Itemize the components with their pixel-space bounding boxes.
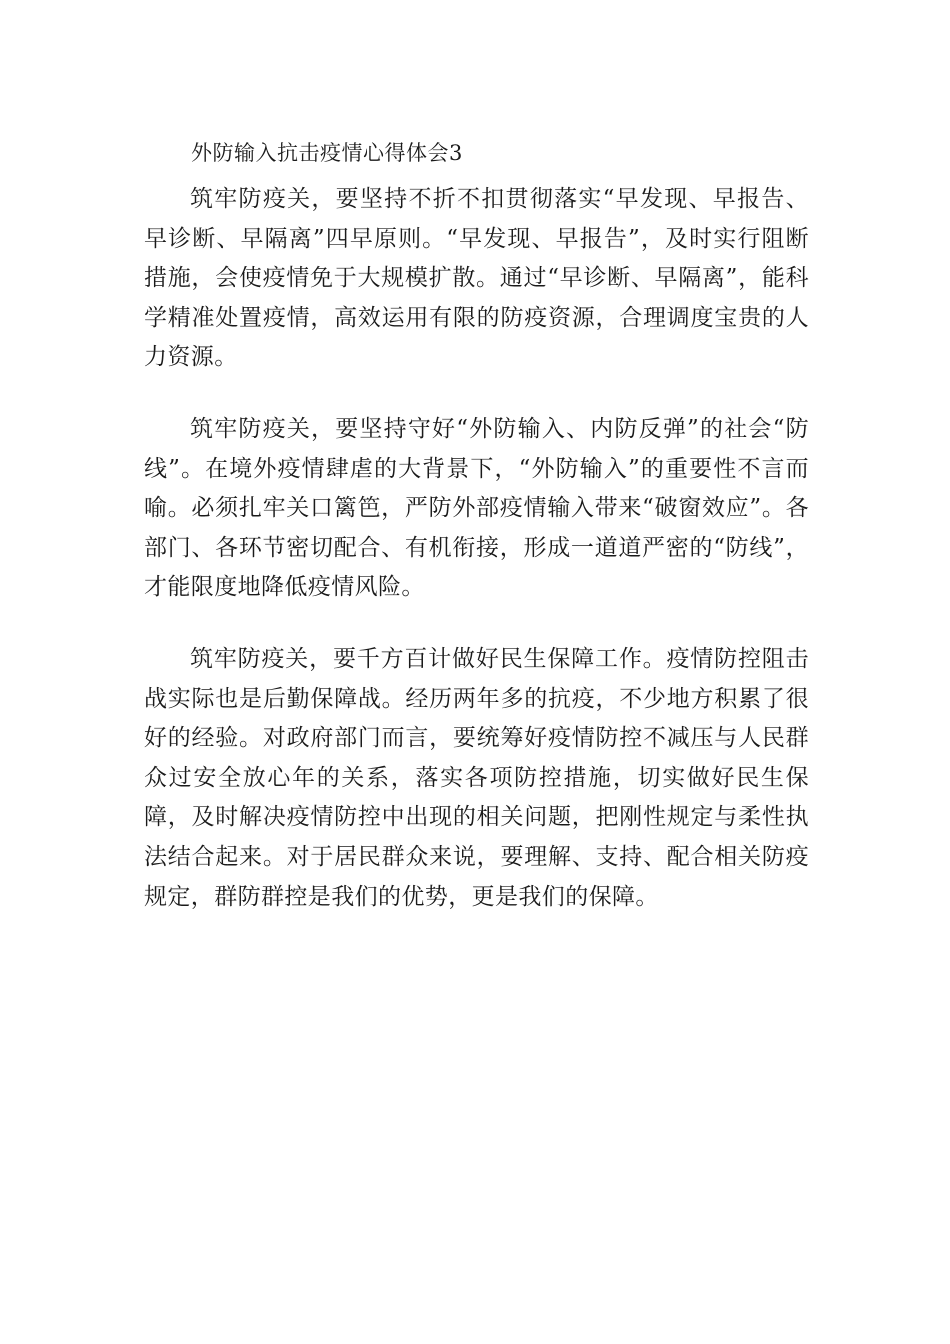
paragraph-2: 筑牢防疫关，要坚持守好“外防输入、内防反弹”的社会“防线”。在境外疫情肆虐的大背景下，“外防输入”的重要性不言而喻。必须扎牢关口篱笆，严防外部疫情输入带来“破窗效应”。各部门、各环节密切配合、有机衔接，形成一道道严密的“防线”，才能限度地降低疫情风险。: [144, 415, 809, 601]
document-title: 外防输入抗击疫情心得体会3: [191, 141, 463, 165]
paragraph-3: 筑牢防疫关，要千方百计做好民生保障工作。疫情防控阻击战实际也是后勤保障战。经历两年多的抗疫，不少地方积累了很好的经验。对政府部门而言，要统筹好疫情防控不减压与人民群众过安全放心年的关系，落实各项防控措施，切实做好民生保障，及时解决疫情防控中出现的相关问题，把刚性规定与柔性执法结合起来。对于居民群众来说，要理解、支持、配合相关防疫规定，群防群控是我们的优势，更是我们的保障。: [144, 645, 809, 910]
paragraph-1: 筑牢防疫关，要坚持不折不扣贯彻落实“早发现、早报告、早诊断、早隔离”四早原则。“早发现、早报告”，及时实行阻断措施，会使疫情免于大规模扩散。通过“早诊断、早隔离”，能科学精准处置疫情，高效运用有限的防疫资源，合理调度宝贵的人力资源。: [144, 186, 809, 371]
document-body: [144, 180, 809, 917]
